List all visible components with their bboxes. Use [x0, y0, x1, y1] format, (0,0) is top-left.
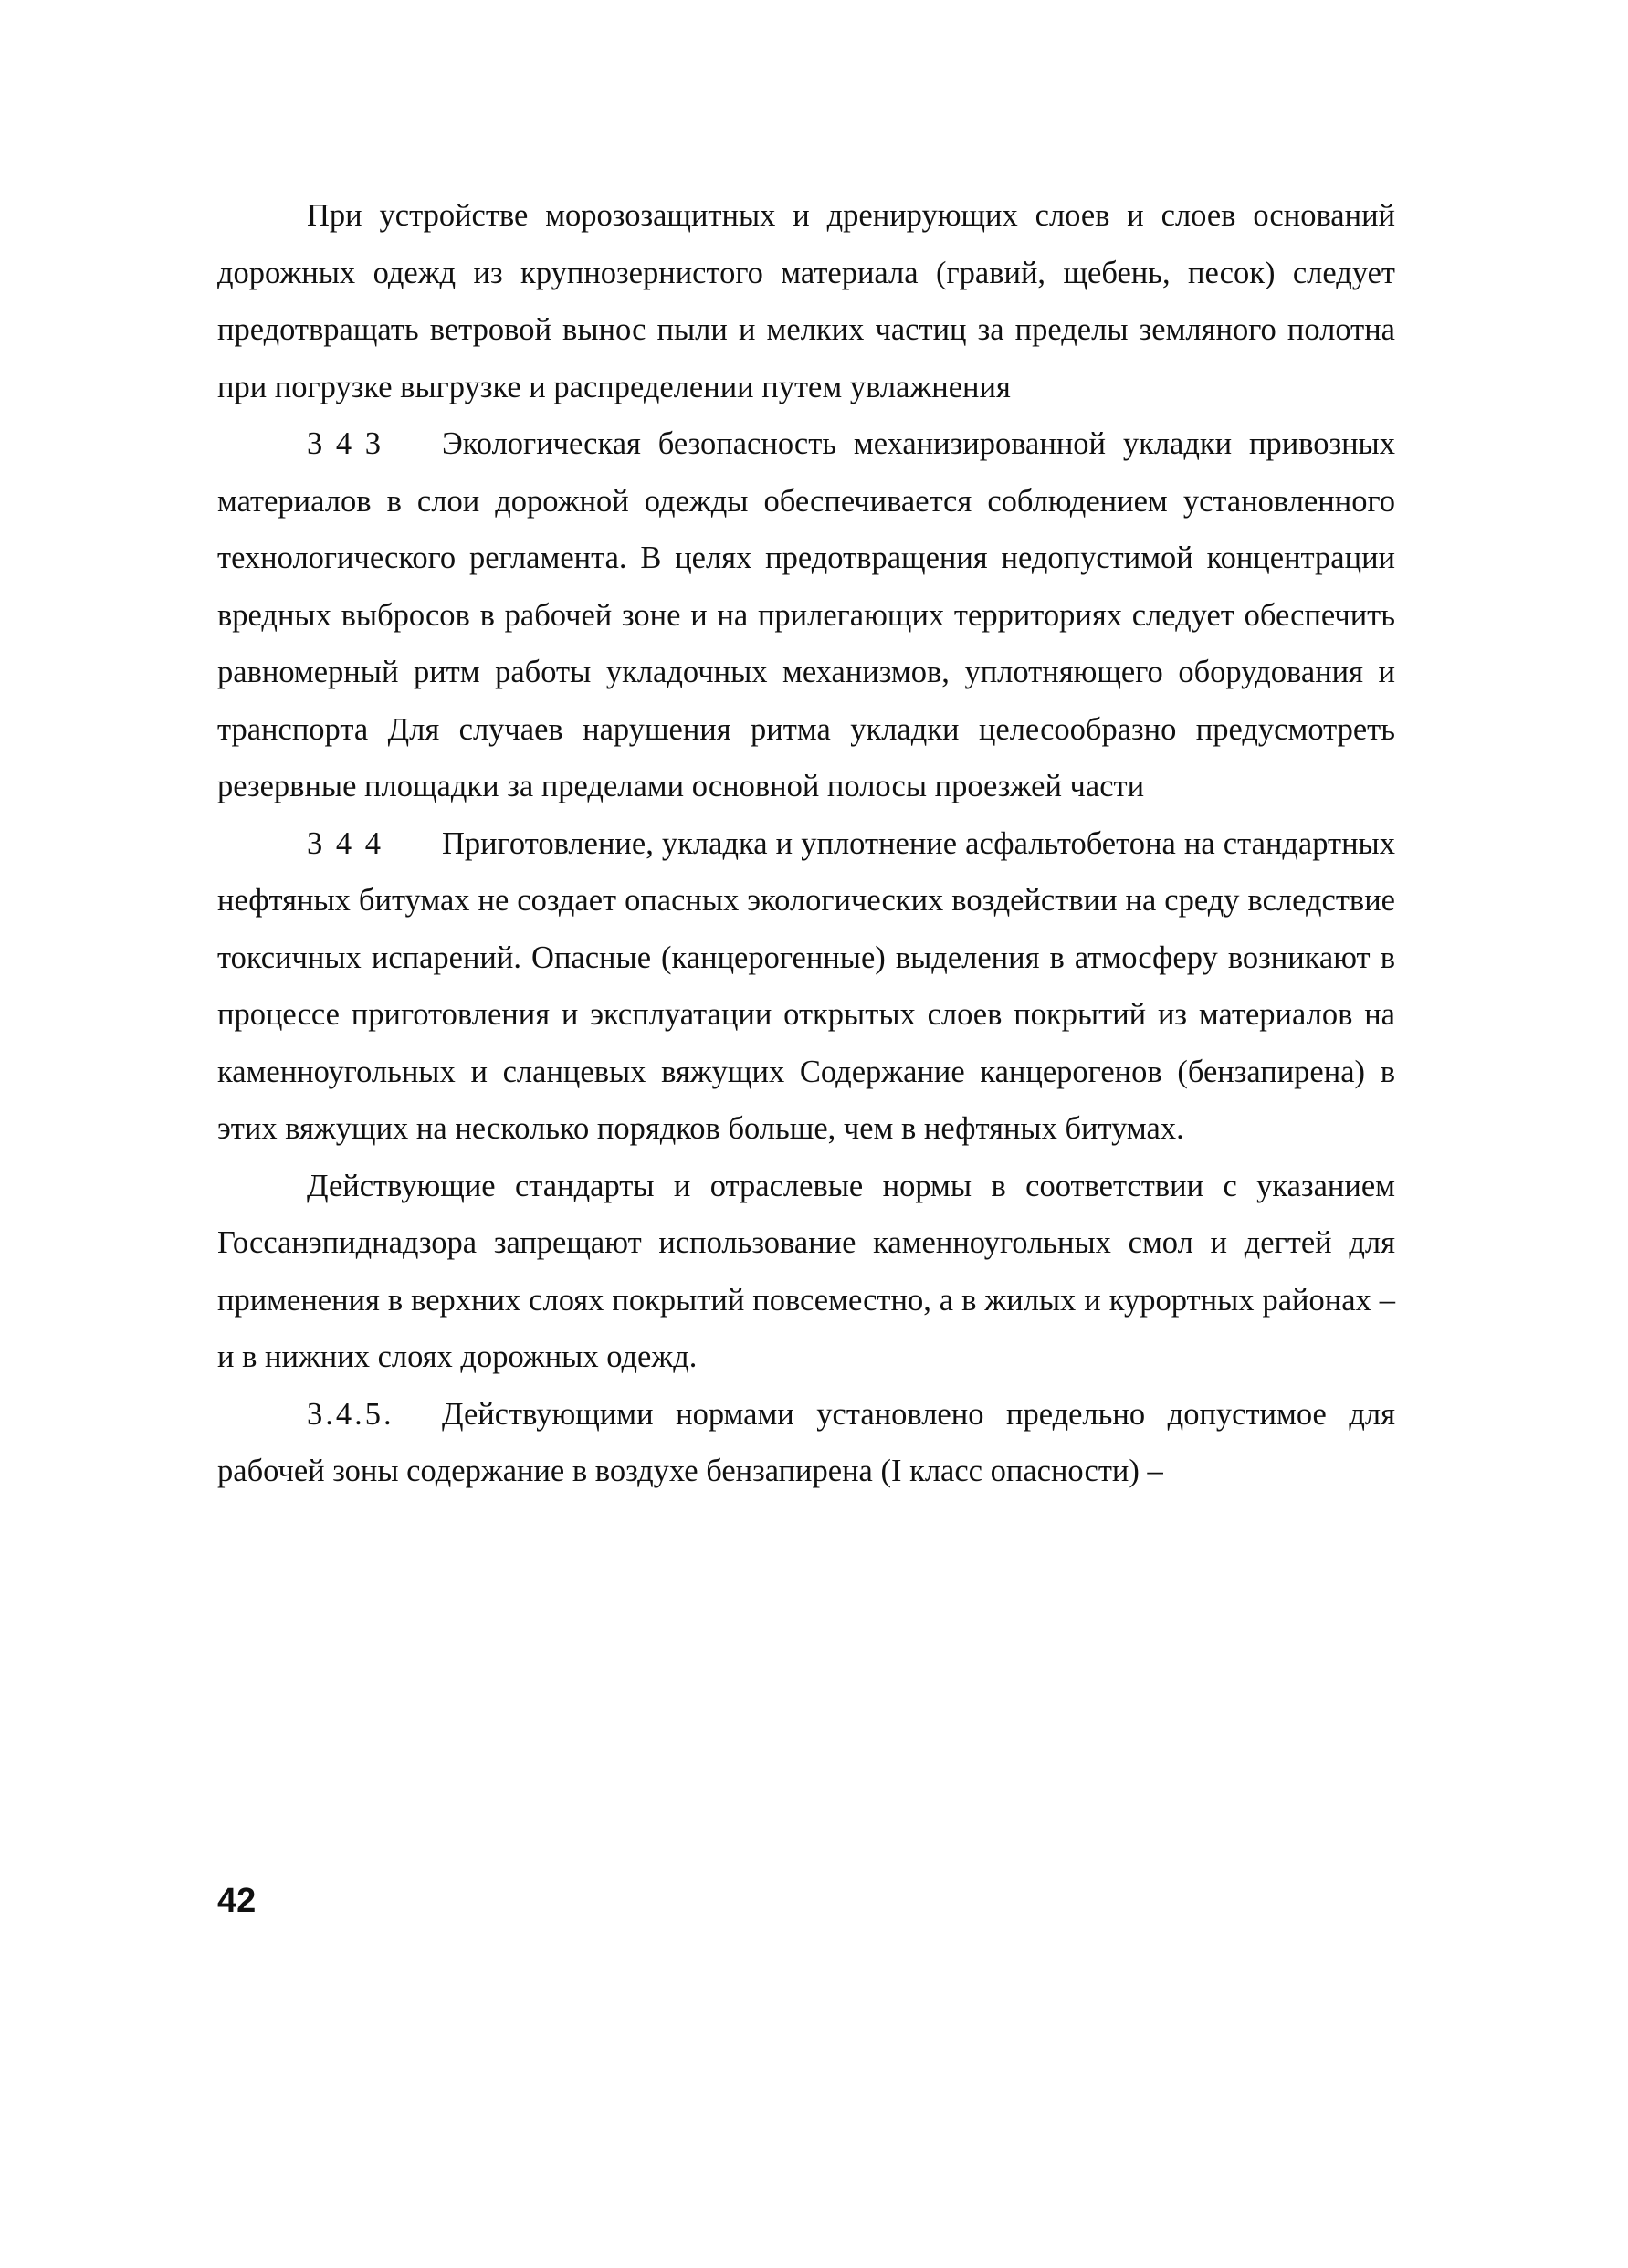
- section-number: 3.4.5.: [307, 1396, 394, 1432]
- paragraph-standards: [217, 1158, 1395, 1386]
- paragraph-text: Действующими нормами установлено предельно допустимое для рабочей зоны содержание в воздухе бензапирена (I класс опасности) –: [217, 1396, 1395, 1488]
- paragraph-text: Действующие стандарты и отраслевые нормы в соответствии с указанием Госсанэпиднадзора запрещают использование каменноугольных смол и дегтей для применения в верхних слоях покрытий повсеместно, а в жилых и курортных районах – и в нижних слоях дорожных одежд.: [217, 1168, 1395, 1374]
- page-number: 42: [217, 1882, 257, 1920]
- paragraph-frost-protection-layers: [217, 187, 1395, 415]
- paragraph-3-4-5: [217, 1386, 1395, 1500]
- paragraph-text: При устройстве морозозащитных и дренирующих слоев и слоев оснований дорожных одежд из крупнозернистого материала (гравий, щебень, песок) следует предотвращать ветровой вынос пыли и мелких частиц за пределы земляного полотна при погрузке выгрузке и распределении путем увлажнения: [217, 198, 1395, 404]
- paragraph-text: Приготовление, укладка и уплотнение асфальтобетона на стандартных нефтяных битумах не создает опасных экологических воздействии на среду вследствие токсичных испарений. Опасные (канцерогенные) выделения в атмосферу возникают в процессе приготовления и эксплуатации открытых слоев покрытий из материалов на каменноугольных и сланцевых вяжущих Содержание канцерогенов (бензапирена) в этих вяжущих на несколько порядков больше, чем в нефтяных битумах.: [217, 825, 1395, 1146]
- paragraph-3-4-4: [217, 815, 1395, 1158]
- paragraph-3-4-3: [217, 415, 1395, 815]
- section-number: 3 4 4: [307, 825, 383, 861]
- section-number: 3 4 3: [307, 426, 383, 461]
- paragraph-text: Экологическая безопасность механизированной укладки привозных материалов в слои дорожной одежды обеспечивается соблюдением установленного технологического регламента. В целях предотвращения недопустимой концентрации вредных выбросов в рабочей зоне и на прилегающих территориях следует обеспечить равномерный ритм работы укладочных механизмов, уплотняющего оборудования и транспорта Для случаев нарушения ритма укладки целесообразно предусмотреть резервные площадки за пределами основной полосы проезжей части: [217, 426, 1395, 803]
- page-body: [217, 187, 1395, 1500]
